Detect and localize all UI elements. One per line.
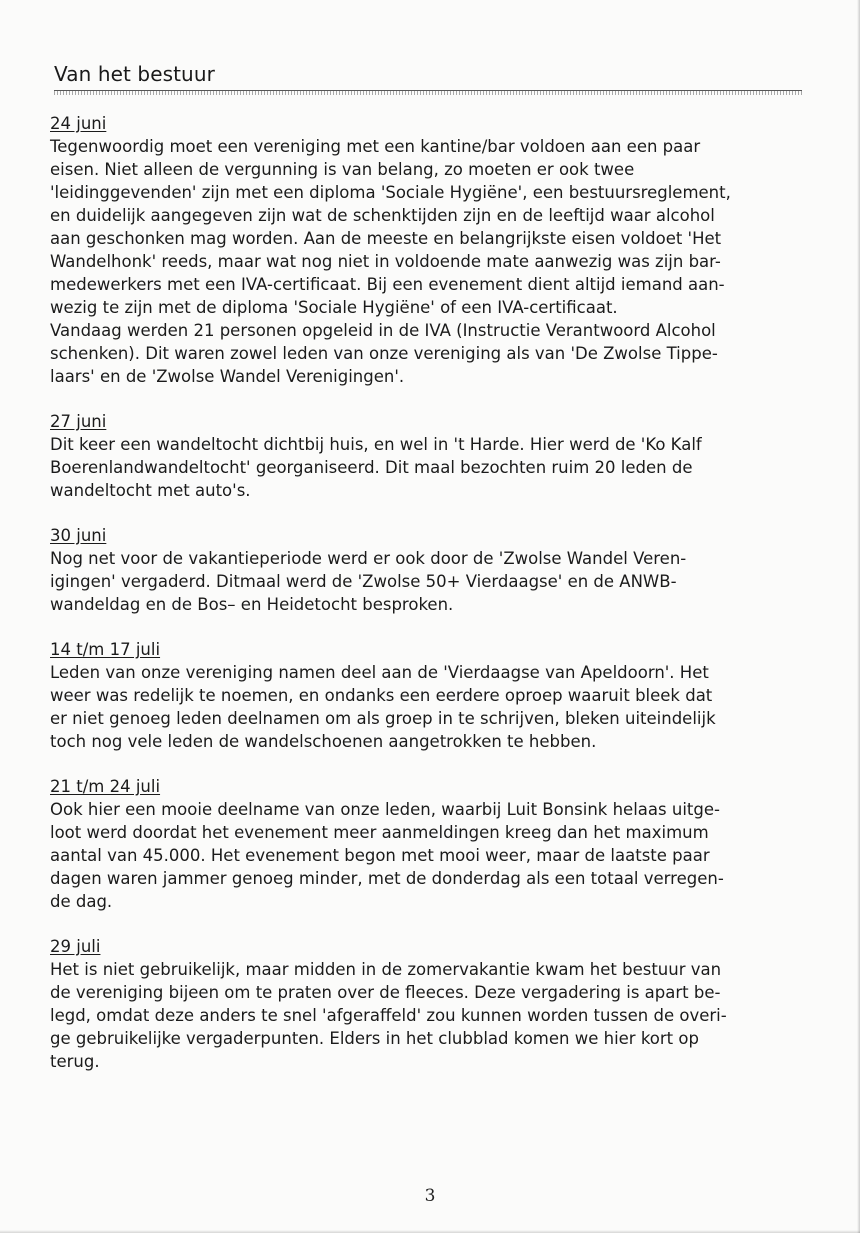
entry-text: Leden van onze vereniging namen deel aan de 'Vierdaagse van Apeldoorn'. Het weer was redelijk te noemen, en ondanks een eerdere oproep waaruit bleek dat er niet genoeg leden deelnamen om als groep in te schrijven, bleken uiteindelijk toch nog vele leden de wandelschoenen aangetrokken te hebben. [50,663,716,751]
article-body [50,112,794,1095]
entry-date: 27 juni [50,412,107,431]
section-title: Van het bestuur [54,62,215,86]
entry-date: 24 juni [50,114,107,133]
section-header [54,60,802,95]
page-number: 3 [424,1186,436,1206]
diary-entry [50,935,794,1073]
diary-entry [50,410,794,502]
entry-text: Dit keer een wandeltocht dichtbij huis, en wel in 't Harde. Hier werd de 'Ko Kalf Boerenlandwandeltocht' georganiseerd. Dit maal bezochten ruim 20 leden de wandeltocht met auto's. [50,435,702,500]
header-divider [54,90,802,95]
entry-date: 14 t/m 17 juli [50,640,161,659]
entry-date: 30 juni [50,526,107,545]
entry-text: Nog net voor de vakantieperiode werd er ook door de 'Zwolse Wandel Veren- igingen' vergaderd. Ditmaal werd de 'Zwolse 50+ Vierdaagse' en de ANWB- wandeldag en de Bos– en Heidetocht besproken. [50,549,687,614]
entry-text: Tegenwoordig moet een vereniging met een kantine/bar voldoen aan een paar eisen. Niet alleen de vergunning is van belang, zo moeten er ook twee 'leidinggevenden' zijn met een diploma 'Sociale Hygiëne', een bestuursreglement, en duidelijk aangegeven zijn wat de schenktijden zijn en de leeftijd waar alcohol aan geschonken mag worden. Aan de meeste en belangrijkste eisen voldoet 'Het Wandelhonk' reeds, maar wat nog niet in voldoende mate aanwezig was zijn bar- medewerkers met een IVA-certificaat. Bij een evenement dient altijd iemand aan- wezig te zijn met de diploma 'Sociale Hygiëne' of een IVA-certificaat. Vandaag werden 21 personen opgeleid in de IVA (Instructie Verantwoord Alcohol schenken). Dit waren zowel leden van onze vereniging als van 'De Zwolse Tippe- laars' en de 'Zwolse Wandel Verenigingen'. [50,137,731,386]
entry-text: Het is niet gebruikelijk, maar midden in de zomervakantie kwam het bestuur van de vereniging bijeen om te praten over de fleeces. Deze vergadering is apart be- legd, omdat deze anders te snel 'afgeraffeld' zou kunnen worden tussen de overi- ge gebruikelijke vergaderpunten. Elders in het clubblad komen we hier kort op terug. [50,960,727,1071]
diary-entry [50,524,794,616]
entry-text: Ook hier een mooie deelname van onze leden, waarbij Luit Bonsink helaas uitge- loot werd doordat het evenement meer aanmeldingen kreeg dan het maximum aantal van 45.000. Het evenement begon met mooi weer, maar de laatste paar dagen waren jammer genoeg minder, met de donderdag als een totaal verregen- de dag. [50,800,724,911]
diary-entry [50,112,794,388]
diary-entry [50,775,794,913]
entry-date: 21 t/m 24 juli [50,777,161,796]
diary-entry [50,638,794,753]
entry-date: 29 juli [50,937,101,956]
